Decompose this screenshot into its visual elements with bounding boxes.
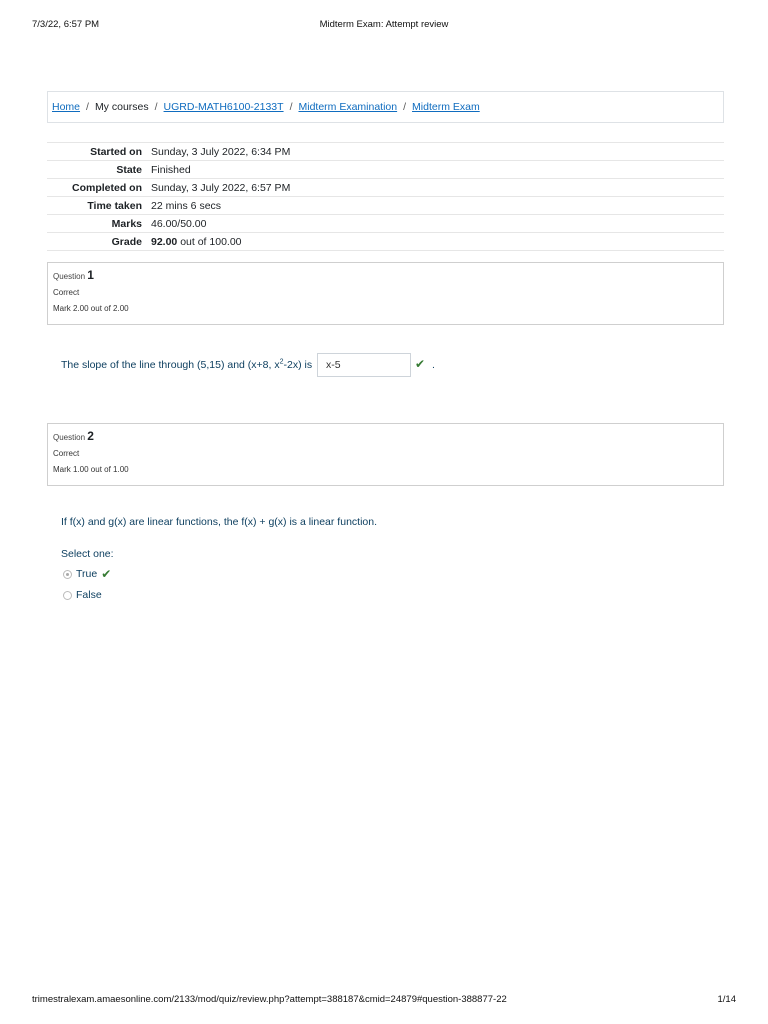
option-label: True [76,568,98,580]
question-number: 2 [87,429,94,443]
print-footer [0,994,768,1010]
question-2-info [47,423,724,486]
summary-row-grade [47,233,724,251]
correct-check-icon: ✔ [101,567,112,581]
breadcrumb [47,91,724,123]
summary-label: Marks [111,217,142,230]
summary-value: 46.00/50.00 [151,217,207,230]
summary-label: State [116,163,142,176]
summary-row-state [47,161,724,179]
question-prefix: Question [53,433,86,442]
breadcrumb-section-link[interactable]: Midterm Examination [298,101,398,113]
summary-value: Sunday, 3 July 2022, 6:57 PM [151,181,291,194]
option-false[interactable] [63,589,102,601]
grade-value: 92.00 [151,235,178,248]
summary-value: Sunday, 3 July 2022, 6:34 PM [151,145,291,158]
print-header [0,19,768,35]
breadcrumb-separator: / [154,101,158,113]
question-1-text [61,353,435,377]
radio-unselected-icon[interactable] [63,591,72,600]
print-title: Midterm Exam: Attempt review [319,19,449,30]
summary-label: Time taken [87,199,142,212]
summary-row-marks [47,215,724,233]
question-number-line [53,268,718,286]
answer-field[interactable]: x-5 [317,353,411,377]
summary-row-started [47,143,724,161]
summary-row-completed [47,179,724,197]
summary-row-time-taken [47,197,724,215]
question-number-line [53,429,718,447]
option-label: False [76,589,102,601]
question-2-text: If f(x) and g(x) are linear functions, the f(x) + g(x) is a linear function. [61,516,378,528]
question-mark: Mark 1.00 out of 1.00 [53,465,129,474]
grade-out-of: out of 100.00 [177,235,242,248]
question-superscript: 2 [279,358,284,366]
question-state: Correct [53,288,80,297]
option-true[interactable] [63,567,111,581]
summary-value: 22 mins 6 secs [151,199,222,212]
breadcrumb-separator: / [86,101,89,113]
select-one-label: Select one: [61,548,114,560]
question-text-part: -2x) is [283,358,313,371]
question-text-part: The slope of the line through (5,15) and (x+8, x [61,358,280,371]
question-mark: Mark 2.00 out of 2.00 [53,304,129,313]
attempt-summary-table [47,142,724,251]
breadcrumb-quiz-link[interactable]: Midterm Exam [412,101,480,113]
correct-check-icon: ✔ [415,356,426,371]
breadcrumb-course-link[interactable]: UGRD-MATH6100-2133T [163,101,284,113]
breadcrumb-separator: / [403,101,407,113]
print-page-number: 1/14 [717,994,736,1005]
question-number: 1 [87,268,94,282]
question-1-info [47,262,724,325]
summary-label: Grade [111,235,142,248]
radio-selected-icon[interactable] [63,570,72,579]
question-trailing-period: . [432,358,435,371]
summary-label: Started on [90,145,142,158]
question-prefix: Question [53,272,86,281]
print-url: trimestralexam.amaesonline.com/2133/mod/quiz/review.php?attempt=388187&cmid=24879#question-388877-22 [32,994,507,1005]
breadcrumb-home-link[interactable]: Home [52,101,81,113]
question-state: Correct [53,449,80,458]
breadcrumb-separator: / [289,101,293,113]
summary-value [147,233,724,251]
breadcrumb-my-courses: My courses [94,101,149,113]
print-date: 7/3/22, 6:57 PM [32,19,100,30]
summary-value: Finished [151,163,191,176]
summary-label: Completed on [72,181,142,194]
